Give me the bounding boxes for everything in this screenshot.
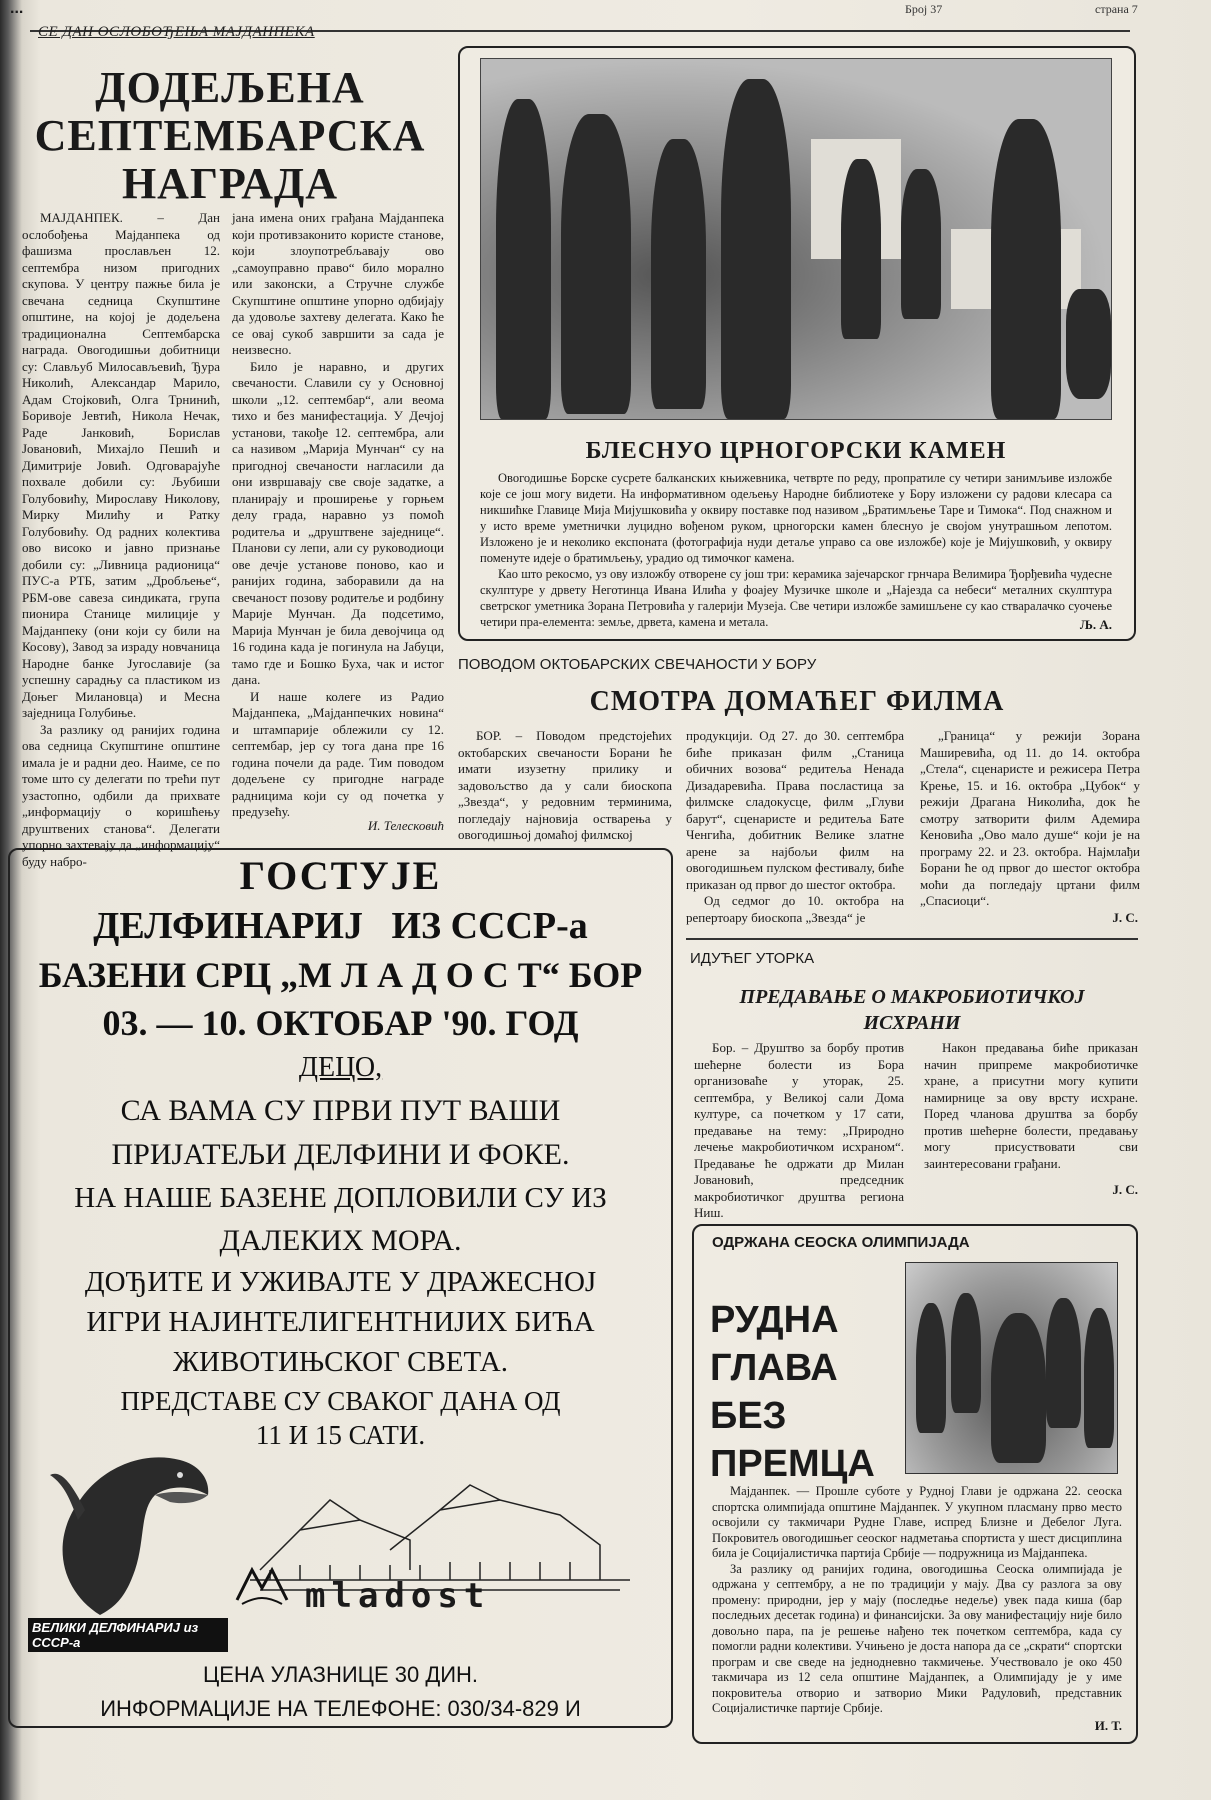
article3-headline: СМОТРА ДОМАЋЕГ ФИЛМА [589,686,1005,717]
separator [686,938,1138,940]
article4-paragraph: Након предавања биће приказан начин припреме макробиотичке хране, а присутни могу купити намирнице за ову врсту исхране. Поред чланова друштва за борбу против шећерне болести, предавању могу присуствовати сви заинтересовани грађани. [924,1040,1138,1171]
section-strip: СЕ ДАН ОСЛОБОЂЕЊА МАЈДАНПЕКА [38,24,315,40]
headline-line: ДОДЕЉЕНА [95,63,365,112]
article5-paragraph: За разлику од ранијих година, овогодишња Сеоска олимпијада је одржана у септембру, а не по традицији у мају. Два су разлога за ову промену: природни, јер у мају (последње недеље) увек пада киша (бар последњих десетак година) и финансијски. За ову манифестацију није било довољно пара, па је решење нађено тек почетком септембра, када су помогли радни колективи. Учињено је доста напора да се „скрати“ спортски програм и све сведе на једнодневно такмичење. Учествовало је око 450 такмичара из 12 села општине Мајданпек, а Олимпијаду је у име покровитеља отворио и затворио Мики Радуловић, представник Социјалистичке партије Србије. [712,1561,1122,1715]
article4-headline [686,984,1138,1036]
dolphin-label: ВЕЛИКИ ДЕЛФИНАРИЈ из СССР-а [28,1618,228,1652]
article1-byline: И. Телесковић [367,818,444,833]
article3-column-1 [458,728,672,842]
article5-byline: И. Т. [1094,1718,1122,1733]
article1-paragraph: Било је наравно, и других свечаности. Славили су у Основној школи „12. септембар“, али веома тихо и без манифестација. У Дечјој установи, такође 12. септембра, али са називом „Марија Мунчан“ су на пригодној свечаности нагласили да они извршавају све своје задатке, а планирају и проширење у горњем делу града, наравно уз помоћ родитеља и „друштвене заједнице“. Планови су лепи, али су руководиоци ове дечје установе поново, као и ранијих година, заборавили да на свечаност позову родитеље и родбину Марије Мунчан. Да подсетимо, Марија Мунчан је била девојчица од 16 година када је погинула на Јабуци, тамо где и Бошко Буха, чак и истог дана. [232,358,444,687]
issue-number: Број 37 [905,2,943,16]
article4-paragraph: Бор. – Друштво за борбу против шећерне болести из Бора организоваће у уторак, 25. септембра, у Великој сали Дома културе, са почетком у 17 сати, предавање на тему: „Природно лечење макробиотичком исхраном“. Предавање ће одржати др Милан Јовановић, председник макробиотичког друштва региона Ниш. [694,1040,904,1220]
masthead: ... [10,0,24,17]
ad-price: ЦЕНА УЛАЗНИЦЕ 30 ДИН. [202,1662,479,1687]
article3-paragraph: БОР. – Поводом предстојећих октобарских свечаности Борани ће имати изузетну прилику и задовољство да у сали биоскопа „Звезда“, у редовним терминима, погледају најновија остварења у овогодишњој домаћој филмској [458,728,672,842]
article3-paragraph: Од седмог до 10. октобра на репертоару биоскопа „Звезда“ је [686,893,904,925]
ad-line: ЖИВОТИЊСКОГ СВЕТА. [173,1346,508,1378]
ad-line: 03. — 10. ОКТОБАР '90. ГОД [102,1003,579,1043]
headline-line: СЕПТЕМБАРСКА [34,111,426,160]
article4-column-1 [694,1040,904,1220]
article1-headline [30,64,430,208]
article4-byline: Ј. С. [1112,1182,1138,1197]
ad-line: ДЕЛФИНАРИЈ ИЗ СССР-а [93,905,588,947]
mladost-logo-icon [232,1560,292,1610]
headline-line: ГЛАВА [710,1347,838,1389]
ad-line: ДАЛЕКИХ МОРА. [219,1224,462,1257]
ad-phone: ИНФОРМАЦИЈЕ НА ТЕЛЕФОНЕ: 030/34-829 И [100,1696,581,1721]
article5-headline [710,1296,900,1488]
article1-paragraph: МАЈДАНПЕК. – Дан ослобођења Мајданпека од фашизма прослављен 12. септембра низом пригодних скупова. У центру пажње била је свечана седница Скупштине општине, на којој је додељена традиционална Септембарска награда. Овогодишњи добитници су: Слављуб Милосављевић, Ђура Николић, Александар Марило, Адам Стојковић, Олга Трнинић, Боривоје Јевтић, Никола Нечак, Раде Јанковић, Борислав Јовановић, Михајло Пешић и Димитрије Јовић. Одговарајуће похвале добили су: Љубиши Голубовићу, Мирославу Николову, Мирку Милићу и Ратку Голубовићу. Од радних колектива ово високо и јавно признање добили су: „Ливница радионица“ ПУС-а РТБ, затим „Дробљење“, РБМ-ове савеза синдиката, група пионира Станице милиције у Мајданпеку (они који су били на Косову), Завод за израду новчаница Народне банке Југославије (за успешну сарадњу са пластиком из Доњег Милановца) и Месна заједница Голубиње. [22,210,220,720]
headline-line: ПРЕМЦА [710,1443,875,1485]
article1-paragraph: За разлику од ранијих година ова седница Скупштине општине имала је и радни део. Наиме, се по томе што су делегати по трећи пут узастопно, одбили да прихвате „информацију о коришћењу друштвених станова“. Делегати упорно захтевају да „информацију“ буду набро- [22,721,220,869]
mladost-logo-text: mladost [305,1576,491,1616]
ad-line: БАЗЕНИ СРЦ „М Л А Д О С Т“ БОР [38,955,643,995]
headline-line: ИСХРАНИ [863,1012,961,1034]
article3-byline: Ј. С. [1112,910,1138,925]
headline-line: НАГРАДА [121,159,339,208]
ad-line: СА ВАМА СУ ПРВИ ПУТ ВАШИ [120,1094,561,1127]
article5-paragraph: Мајданпек. — Прошле суботе у Рудној Глави је одржана 22. сеоска спортска олимпијада општине Мајданпек. У укупном пласману прво место освојили су такмичари Рудне Главе, испред Близне и Дебелог Луга. Покровитељ овогодишњег сеоског надметања спортиста у шест дисциплина била је Социјалистичка партија Србије — подружница из Мајданпека. [712,1484,1122,1560]
olympics-photo [905,1262,1118,1474]
ad-line: ПРЕДСТАВЕ СУ СВАКОГ ДАНА ОД [120,1386,561,1416]
article2-paragraph: Као што рекосмо, уз ову изложбу отворене су још три: керамика зајечарског грнчара Велимира Ђорђевића чудесне скулптуре у дрвету Неготинца Ивана Илића у фоајеу Музичке школе и „Најезда са небеси“ металних скулптура светрског уметника Зорана Петровића у галерији Музеја. Све четири изложбе замишљене су као стваралачко суочење четири пра-елемента: земље, дрвета, камена и метала. [480,567,1112,629]
article3-paragraph: „Граница“ у режији Зорана Маширевића, од 11. до 14. октобра „Стела“, сценаристе и режисера Петра Крење, 15. и 16. октобра „Цубок“ у режији Драгана Николића, док ће смотру затворити филм Адемира Кеновића „Ово мало душе“ који је на програму 22. и 23. октобра. Најмлађи Борани ће од првог до шестог октобра моћи да погледају цртани филм „Спасиоци“. [920,728,1140,908]
ad-line: ПРИЈАТЕЉИ ДЕЛФИНИ И ФОКЕ. [111,1138,570,1171]
article5-body [712,1484,1122,1717]
article2-body [480,470,1112,630]
article2-byline: Љ. А. [1079,617,1112,632]
article1-column-1 [22,210,220,869]
page-number: страна 7 [1095,2,1138,16]
ad-line: НА НАШЕ БАЗЕНЕ ДОПЛОВИЛИ СУ ИЗ [74,1182,607,1214]
ad-line: 11 И 15 САТИ. [255,1420,426,1450]
headline-line: ПРЕДАВАЊЕ О МАКРОБИОТИЧКОЈ [739,986,1085,1008]
headline-line: РУДНА [710,1299,839,1341]
ad-line: ДЕЦО, [298,1052,383,1083]
article2-headline: БЛЕСНУО ЦРНОГОРСКИ КАМЕН [585,438,1007,464]
article3-column-2 [686,728,904,924]
article4-kicker: ИДУЋЕГ УТОРКА [690,950,815,967]
article2-paragraph: Овогодишње Борске сусрете балканских књижевника, четврте по реду, пропратиле су четири занимљиве изложбе које се још могу видети. На информативном одељењу Народне библиотеке у Бору изложени су радови клесара са никшићке Главице Мија Мијушковића у оквиру поставке под називом „Братимљење Таре и Тимока“. Под снажном и у исто време уметнички луцидно вођеном руком, црногорски камен блеснуо је својом унутрашњом лепотом. Изложено је и неколико експоната (фотографија нуди детаље управо са ове изложбе) које је Мијушковић, у оквиру поменуте идеје о братимљењу, урадио од тимочког камена. [480,471,1112,565]
ad-line: ГОСТУЈЕ [239,853,442,898]
article1-column-2 [232,210,444,819]
article1-paragraph: јана имена оних грађана Мајданпека који противзаконито користе станове, који злоупотребљавају ово „самоуправно право“ било морално или законски, а Стручне службе Скупштине општине упорно одбијају да удовоље захтеву делегата. Како ће се овај сукоб завршити за сада је неизвесно. [232,210,444,357]
headline-line: БЕЗ [710,1395,787,1437]
article3-column-3 [920,728,1140,918]
dolphin-illustration [40,1440,215,1620]
article4-column-2 [924,1040,1138,1185]
exhibition-photo [480,58,1112,420]
article1-paragraph: И наше колеге из Радио Мајданпека, „Мајданпечких новина“ и штампарије облежили су 12. септембар, јер су тога дана пре 16 година почели да раде. Тим поводом додељене су пригодне награде радницима који су од почетка у предузећу. [232,688,444,819]
ad-line: ДОЂИТЕ И УЖИВАЈТЕ У ДРАЖЕСНОЈ [84,1266,597,1298]
article3-kicker: ПОВОДОМ ОКТОБАРСКИХ СВЕЧАНОСТИ У БОРУ [458,656,817,673]
article5-kicker: ОДРЖАНА СЕОСКА ОЛИМПИЈАДА [712,1234,970,1251]
ad-line: ИГРИ НАЈИНТЕЛИГЕНТНИЈИХ БИЋА [86,1306,595,1338]
article3-paragraph: продукцији. Од 27. до 30. септембра биће приказан филм „Станица обичних возова“ редитеља Ненада Дизадаревића. Права посластица за филмске сладокусце, филм „Глуви барут“, сценаристе и редитеља Бате Ченгића, добитник Велике златне арене за најбољи филм на овогодишњем пулском фестивалу, биће приказан од првог до шестог октобра. [686,728,904,892]
